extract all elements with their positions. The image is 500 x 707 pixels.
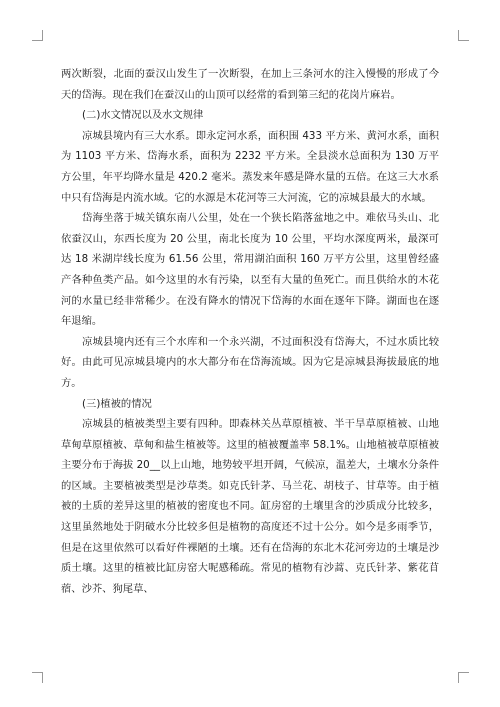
paragraph: 凉城县境内还有三个水库和一个永兴湖，不过面积没有岱海大，不过水质比较好。由此可见凉城县境内的水大都分布在岱海流域。因为它是凉城县海拔最底的地方。 (61, 335, 439, 389)
crop-mark-top-left (32, 30, 43, 41)
document-body (61, 64, 439, 599)
paragraph: 岱海坐落于城关镇东南八公里，处在一个狭长陷落盆地之中。难依马头山、北依蚕汉山，东西长度为 20 公里，南北长度为 10 公里，平均水深度两米，最深可达 18 米湖岸线长度为 61.56 公里，常用湖泊面积 160 万平方公里，这里曾经盛产各种鱼类产品。如今这里的水有污染，以至有大量的鱼死亡。而且供给水的木花河的水量已经非常稀少。在没有降水的情况下岱海的水面在逐年下降。湖面也在逐年退缩。 (61, 212, 439, 328)
paragraph: 两次断裂，北面的蚕汉山发生了一次断裂，在加上三条河水的注入慢慢的形成了今天的岱海。现在我们在蚕汉山的山顶可以经常的看到第三纪的花岗片麻岩。 (61, 68, 439, 101)
section-heading-hydrology: (二)水文情况以及水文规律 (82, 109, 204, 122)
crop-mark-bottom-right (458, 672, 469, 683)
crop-mark-bottom-left (32, 672, 43, 683)
paragraph: 凉城县的植被类型主要有四种。即森林关丛草原植被、半干旱草原植被、山地草甸草原植被、草甸和盐生植被等。这里的植被覆盖率 58.1%。山地植被草原植被主要分布于海拔 20__以上山地，地势较平坦开阔，气候凉，温差大，土壤水分条件的区域。主要植被类型是沙草类。如克氏针茅、马兰花、胡枝子、甘草等。由于植被的土质的差异这里的植被的密度也不同。缸房窑的土壤里含的沙质成分比较多，这里虽然地处于阴破水分比较多但是植物的高度还不过十公分。如今是多雨季节，但是在这里依然可以看好件裸陋的土壤。还有在岱海的东北木花河旁边的土壤是沙质土壤。这里的植被比缸房窑大呢感稀疏。常见的植物有沙蒿、克氏针茅、紫花苜蓿、沙芥、狗尾草、 (61, 418, 439, 595)
crop-mark-top-right (458, 30, 469, 41)
section-heading-vegetation: (三)植被的情况 (82, 397, 152, 410)
paragraph: 凉城县境内有三大水系。即永定河水系，面积围 433 平方米、黄河水系，面积为 1103 平方米、岱海水系，面积为 2232 平方米。全县淡水总面积为 130 万平方公里，年平均降水量是 420.2 毫米。蒸发来年感是降水量的五倍。在这三大水系中只有岱海是内流水域。它的水源是木花河等三大河流，它的凉城县最大的水域。 (61, 129, 439, 204)
